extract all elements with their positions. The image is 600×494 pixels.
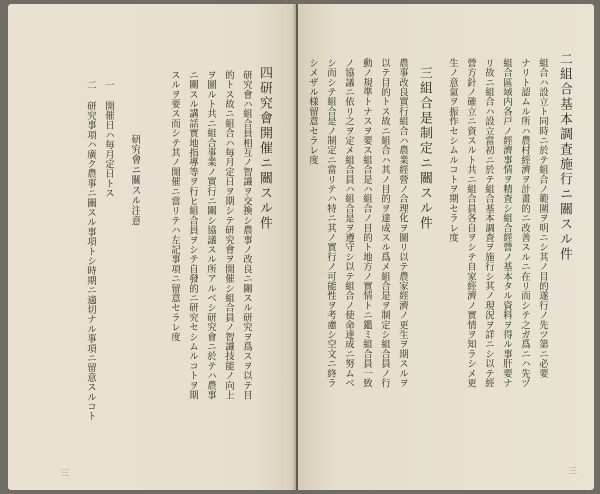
left-para-line-1: 研究會ハ組合員相互ノ智識ヲ交換シ農事ノ改良ニ關スル研究ヲ爲スヲ以テ目 <box>241 70 252 400</box>
left-para-line-3: ヲ圖ルト共ニ組合事業ノ實行ニ關シ協議スル所アルベシ研究會ニ於テハ農事 <box>205 70 216 400</box>
right-para1-line-2: ナリト認ムル所ハ農村經濟ヲ計畫的ニ改善スルニ在リ而シテ之ガ爲ニハ先ヅ <box>519 58 530 388</box>
right-page-number: 三 <box>568 467 578 477</box>
right-para2-line-1: 農事改良實行組合ハ農業經營ノ合理化ヲ圖リ以テ農家經濟ノ更生ヲ期スルヲ <box>397 58 408 388</box>
right-para2-line-2: 以テ目的トス故ニ組合ハ其ノ目的ヲ達成スル爲メ組合是ヲ制定シ組合員ノ行 <box>379 58 390 388</box>
left-page <box>8 4 296 490</box>
left-para-line-5: スルヲ要ス而シテ其ノ開催ニ當リテハ左記事項ニ留意セラレ度 <box>169 70 180 342</box>
right-heading-1: 二組合基本調査施行ニ關スル件 <box>557 52 572 262</box>
right-para2-line-6: シメザル様留意セラレ度 <box>307 58 318 165</box>
left-heading-1: 四研究會開催ニ關スル件 <box>257 66 272 231</box>
right-heading-2: 三組合是制定ニ關スル件 <box>417 66 432 231</box>
left-page-number: 三 <box>60 469 70 479</box>
right-para1-line-3: 組合區域内各戸ノ經濟事情ヲ精査シ組合經營ノ基本タル資料ヲ得ル事肝要ナ <box>501 58 512 388</box>
right-para2-line-3: 動ノ規準トナスヲ要ス組合是ハ組合ノ目的ト地方ノ實情トニ鑑ミ組合員一致 <box>361 58 372 388</box>
right-para2-line-5: シ而シテ組合是ノ制定ニ當リテハ特ニ其ノ實行ノ可能性ヲ考慮シ空文ニ終ラ <box>325 58 336 388</box>
left-para-line-4: ニ關スル講話實地指導等ヲ行ヒ組合員ヲシテ自發的ニ研究セシムルコトヲ期 <box>187 70 198 400</box>
right-para1-line-6: 生ノ意氣ヲ振作セシムルコトヲ期セラレ度 <box>447 58 458 243</box>
note-title: 研究會ニ關スル注意 <box>129 134 140 226</box>
right-para1-line-5: 營方針ノ確立ニ資スルト共ニ組合員各自ヲシテ自家經濟ノ實情ヲ知ラシメ更 <box>465 58 476 388</box>
item-2: 二 研究事項ハ廣ク農事ニ關スル事項トシ時期ニ適切ナル事項ニ留意スルコト <box>85 80 96 421</box>
item-1: 一 開催日ハ毎月定日トス <box>103 80 114 198</box>
left-para-line-2: 的トス故ニ組合ハ毎月定日ヲ期シテ研究會ヲ開催シ組合員ノ智識技能ノ向上 <box>223 70 234 400</box>
right-page <box>298 4 594 490</box>
right-para1-line-1: 組合ハ設立ト同時ニ於テ組合ノ範圍ヲ明ニシ其ノ目的遂行ノ先ツ第ニ必要 <box>537 58 548 379</box>
right-para2-line-4: ノ協議ニ依リ之ヲ定メ組合員ハ組合是ヲ遵守シ以テ組合ノ使命達成ニ努ムベ <box>343 58 354 388</box>
right-para1-line-4: リ故ニ組合ハ設立當初ニ於テ組合基本調査ヲ施行シ其ノ現況ヲ詳ニシ以テ經 <box>483 58 494 388</box>
